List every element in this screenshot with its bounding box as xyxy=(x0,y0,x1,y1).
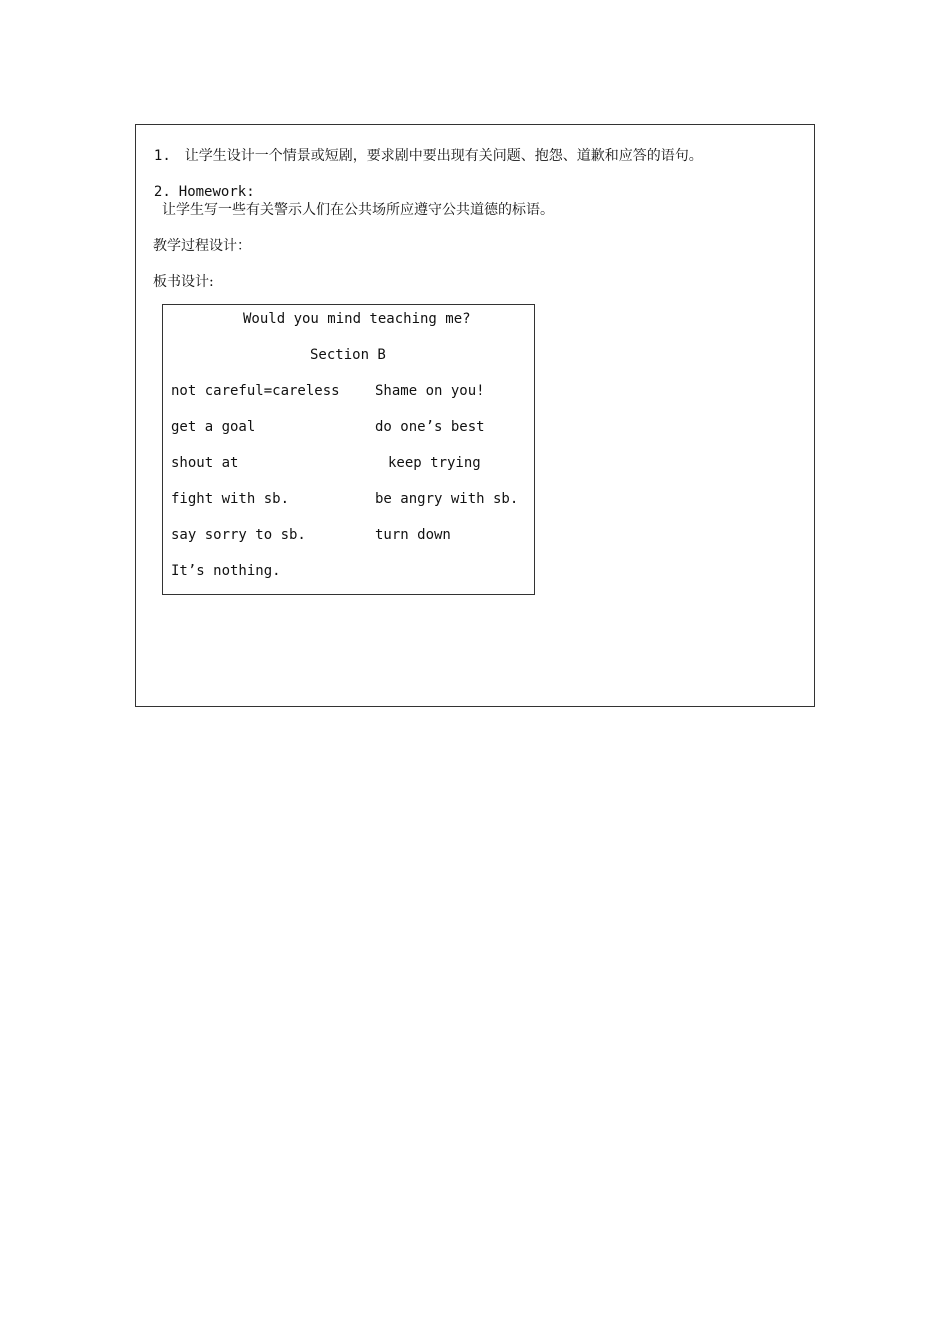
item-2 xyxy=(145,165,255,201)
item-2-text: Homework: xyxy=(178,184,255,200)
blackboard-right-item: Shame on you! xyxy=(375,383,485,399)
item-1 xyxy=(145,129,703,165)
blackboard-left-item: get a goal xyxy=(171,419,256,435)
blackboard-left-item: fight with sb. xyxy=(171,491,290,507)
blackboard-left-item: not careful=careless xyxy=(171,383,340,399)
blackboard-left-item: shout at xyxy=(171,455,239,471)
blackboard-right-item: keep trying xyxy=(388,455,481,471)
blackboard-right-item: do one’s best xyxy=(375,419,485,435)
item-1-number: 1. xyxy=(153,148,171,164)
item-2-number: 2. xyxy=(153,184,171,200)
blackboard-subtitle: Section B xyxy=(310,347,386,363)
homework-text: 让学生写一些有关警示人们在公共场所应遵守公共道德的标语。 xyxy=(162,202,554,218)
blackboard-title: Would you mind teaching me? xyxy=(243,311,471,327)
board-heading: 板书设计: xyxy=(153,274,214,290)
blackboard-left-item: It’s nothing. xyxy=(171,563,281,579)
item-1-text: 让学生设计一个情景或短剧，要求剧中要出现有关问题、抱怨、道歉和应答的语句。 xyxy=(184,148,703,164)
blackboard-right-item: be angry with sb. xyxy=(375,491,519,507)
blackboard-right-item: turn down xyxy=(375,527,451,543)
process-heading: 教学过程设计： xyxy=(153,238,251,254)
blackboard-left-item: say sorry to sb. xyxy=(171,527,306,543)
